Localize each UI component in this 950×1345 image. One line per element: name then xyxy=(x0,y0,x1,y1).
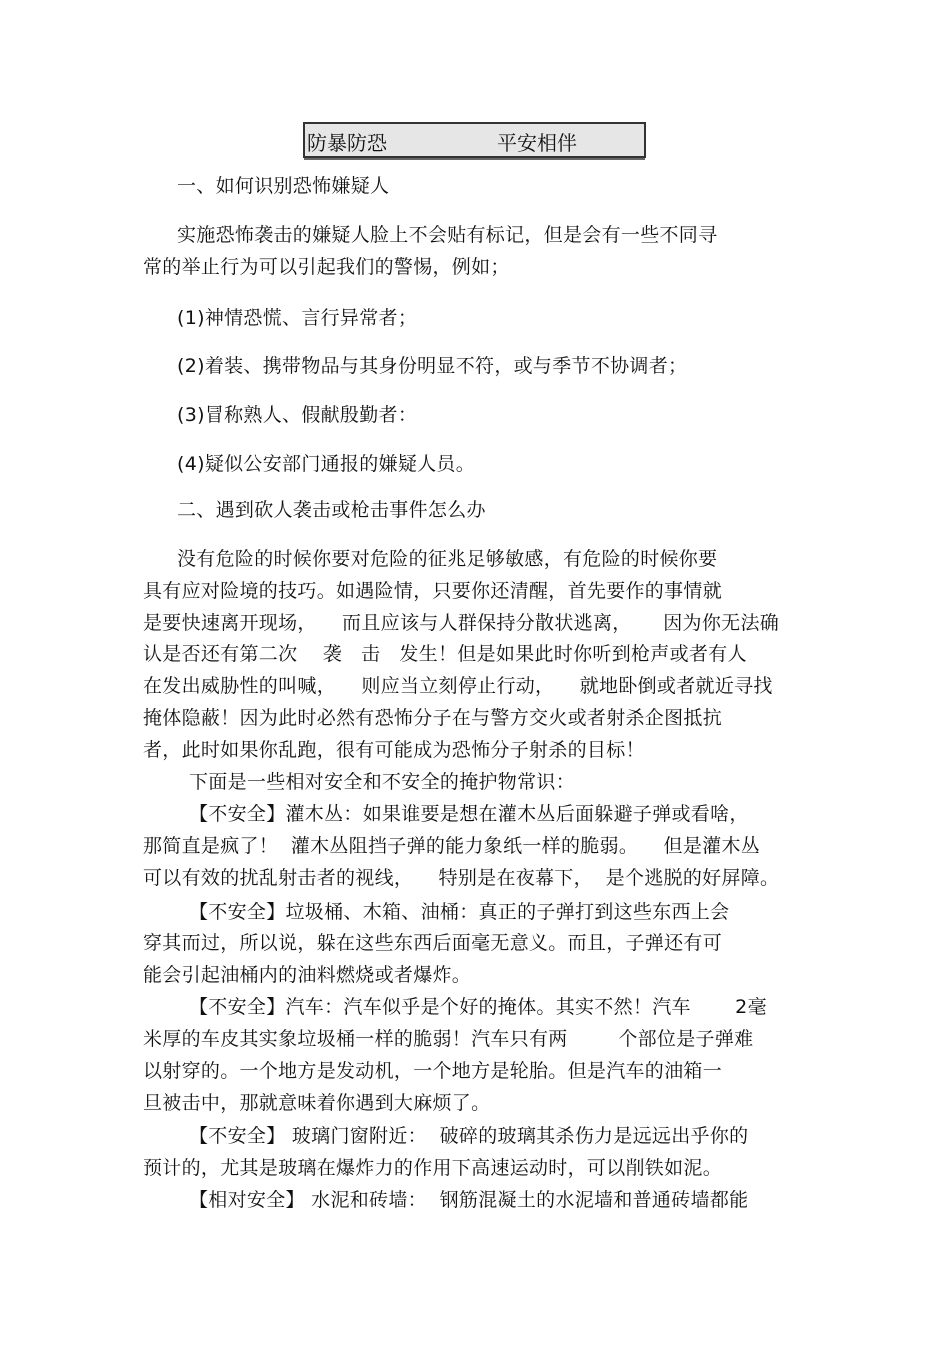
cover4-line2: 预计的，尤其是玻璃在爆炸力的作用下高速运动时，可以削铁如泥。 xyxy=(143,1157,723,1179)
cover3-line3: 以射穿的。一个地方是发动机，一个地方是轮胎。但是汽车的油箱一 xyxy=(143,1060,723,1082)
cover5-line1: 【相对安全】 水泥和砖墙： 钢筋混凝土的水泥墙和普通砖墙都能 xyxy=(189,1189,749,1211)
cover3-line2: 米厚的车皮其实象垃圾桶一样的脆弱！汽车只有两 个部位是子弹难 xyxy=(143,1028,754,1050)
para1-line5: 在发出威胁性的叫喊， 则应当立刻停止行动， 就地卧倒或者就近寻找 xyxy=(143,675,773,697)
title-right: 平安相伴 xyxy=(497,131,577,155)
section1-item-2: (2)着装、携带物品与其身份明显不符，或与季节不协调者； xyxy=(177,355,688,377)
section1-item-1: (1)神情恐慌、言行异常者； xyxy=(177,307,418,329)
section1-item-4: (4)疑似公安部门通报的嫌疑人员。 xyxy=(177,453,476,475)
para1-line4: 认是否还有第二次 袭 击 发生！但是如果此时你听到枪声或者有人 xyxy=(143,643,747,665)
cover1-line2: 那简直是疯了！ 灌木丛阻挡子弹的能力象纸一样的脆弱。 但是灌木丛 xyxy=(143,835,761,857)
section1-intro-line1: 实施恐怖袭击的嫌疑人脸上不会贴有标记，但是会有一些不同寻 xyxy=(177,224,718,246)
title-left: 防暴防恐 xyxy=(307,131,387,155)
cover2-line1: 【不安全】垃圾桶、木箱、油桶：真正的子弹打到这些东西上会 xyxy=(189,901,730,923)
para1-line1: 没有危险的时候你要对危险的征兆足够敏感，有危险的时候你要 xyxy=(177,548,718,570)
para1-line7: 者，此时如果你乱跑，很有可能成为恐怖分子射杀的目标！ xyxy=(143,739,645,761)
cover1-line1: 【不安全】灌木丛：如果谁要是想在灌木丛后面躲避子弹或看啥， xyxy=(189,803,749,825)
document-title xyxy=(303,122,646,158)
para1-line3: 是要快速离开现场， 而且应该与人群保持分散状逃离， 因为你无法确 xyxy=(143,612,780,634)
cover4-line1: 【不安全】 玻璃门窗附近： 破碎的玻璃其杀伤力是远远出乎你的 xyxy=(189,1125,749,1147)
cover3-line1: 【不安全】汽车：汽车似乎是个好的掩体。其实不然！汽车 2毫 xyxy=(189,996,767,1018)
para1-line2: 具有应对险境的技巧。如遇险情，只要你还清醒，首先要作的事情就 xyxy=(143,580,723,602)
section1-intro-line2: 常的举止行为可以引起我们的警惕，例如； xyxy=(143,256,510,278)
cover2-line2: 穿其而过，所以说，躲在这些东西后面毫无意义。而且，子弹还有可 xyxy=(143,932,723,954)
section2-heading: 二、遇到砍人袭击或枪击事件怎么办 xyxy=(177,499,486,521)
section1-item-3: (3)冒称熟人、假献殷勤者： xyxy=(177,404,418,426)
para1-line6: 掩体隐蔽！因为此时必然有恐怖分子在与警方交火或者射杀企图抵抗 xyxy=(143,707,723,729)
cover1-line3: 可以有效的扰乱射击者的视线， 特别是在夜幕下， 是个逃脱的好屏障。 xyxy=(143,867,780,889)
section1-heading: 一、如何识别恐怖嫌疑人 xyxy=(177,175,390,197)
cover3-line4: 旦被击中，那就意味着你遇到大麻烦了。 xyxy=(143,1092,491,1114)
cover2-line3: 能会引起油桶内的油料燃烧或者爆炸。 xyxy=(143,964,472,986)
cover-intro: 下面是一些相对安全和不安全的掩护物常识： xyxy=(189,771,576,793)
